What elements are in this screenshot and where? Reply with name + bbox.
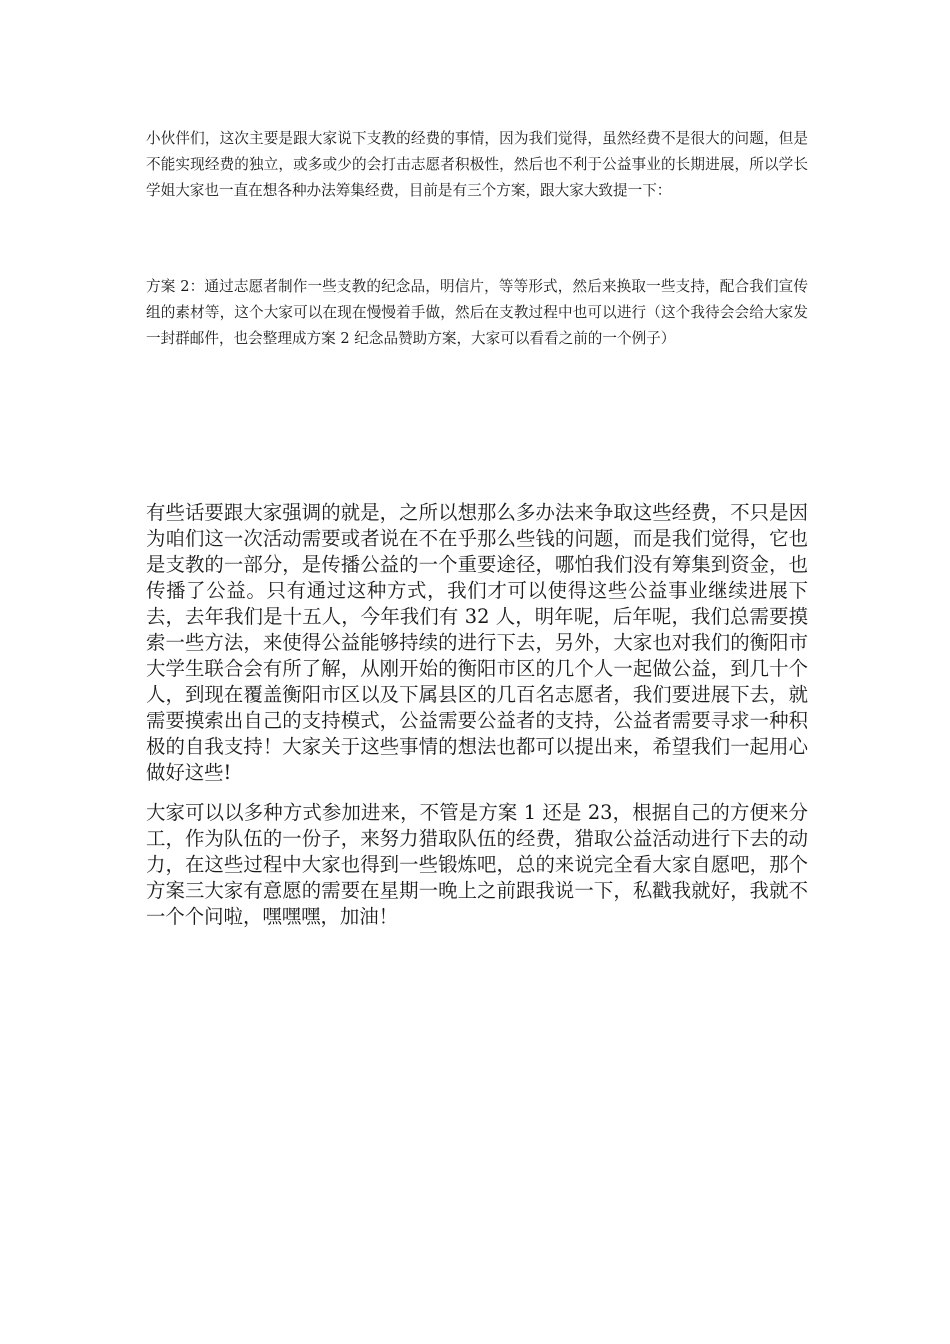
paragraph-plan-2: 方案 2：通过志愿者制作一些支教的纪念品，明信片，等等形式，然后来换取一些支持，配合我们宣传组的素材等，这个大家可以在现在慢慢着手做，然后在支教过程中也可以进行（这个我待会会给大家发一封群邮件，也会整理成方案 2 纪念品赞助方案，大家可以看看之前的一个例子） [146,278,808,347]
paragraph-intro: 小伙伴们，这次主要是跟大家说下支教的经费的事情，因为我们觉得，虽然经费不是很大的问题，但是不能实现经费的独立，或多或少的会打击志愿者积极性，然后也不利于公益事业的长期进展，所以学长学姐大家也一直在想各种办法筹集经费，目前是有三个方案，跟大家大致提一下： [146,130,808,199]
paragraph-participation: 大家可以以多种方式参加进来，不管是方案 1 还是 23，根据自己的方便来分工，作为队伍的一份子，来努力猎取队伍的经费，猎取公益活动进行下去的动力，在这些过程中大家也得到一些锻炼吧，总的来说完全看大家自愿吧，那个方案三大家有意愿的需要在星期一晚上之前跟我说一下，私戳我就好，我就不一个个问啦，嘿嘿嘿，加油！ [146,801,808,928]
paragraph-emphasis: 有些话要跟大家强调的就是，之所以想那么多办法来争取这些经费，不只是因为咱们这一次活动需要或者说在不在乎那么些钱的问题，而是我们觉得，它也是支教的一部分，是传播公益的一个重要途径，哪怕我们没有筹集到资金，也传播了公益。只有通过这种方式，我们才可以使得这些公益事业继续进展下去，去年我们是十五人，今年我们有 32 人，明年呢，后年呢，我们总需要摸索一些方法，来使得公益能够持续的进行下去，另外，大家也对我们的衡阳市大学生联合会有所了解，从刚开始的衡阳市区的几个人一起做公益，到几十个人，到现在覆盖衡阳市区以及下属县区的几百名志愿者，我们要进展下去，就需要摸索出自己的支持模式，公益需要公益者的支持，公益者需要寻求一种积极的自我支持！大家关于这些事情的想法也都可以提出来，希望我们一起用心做好这些! [146,501,808,784]
